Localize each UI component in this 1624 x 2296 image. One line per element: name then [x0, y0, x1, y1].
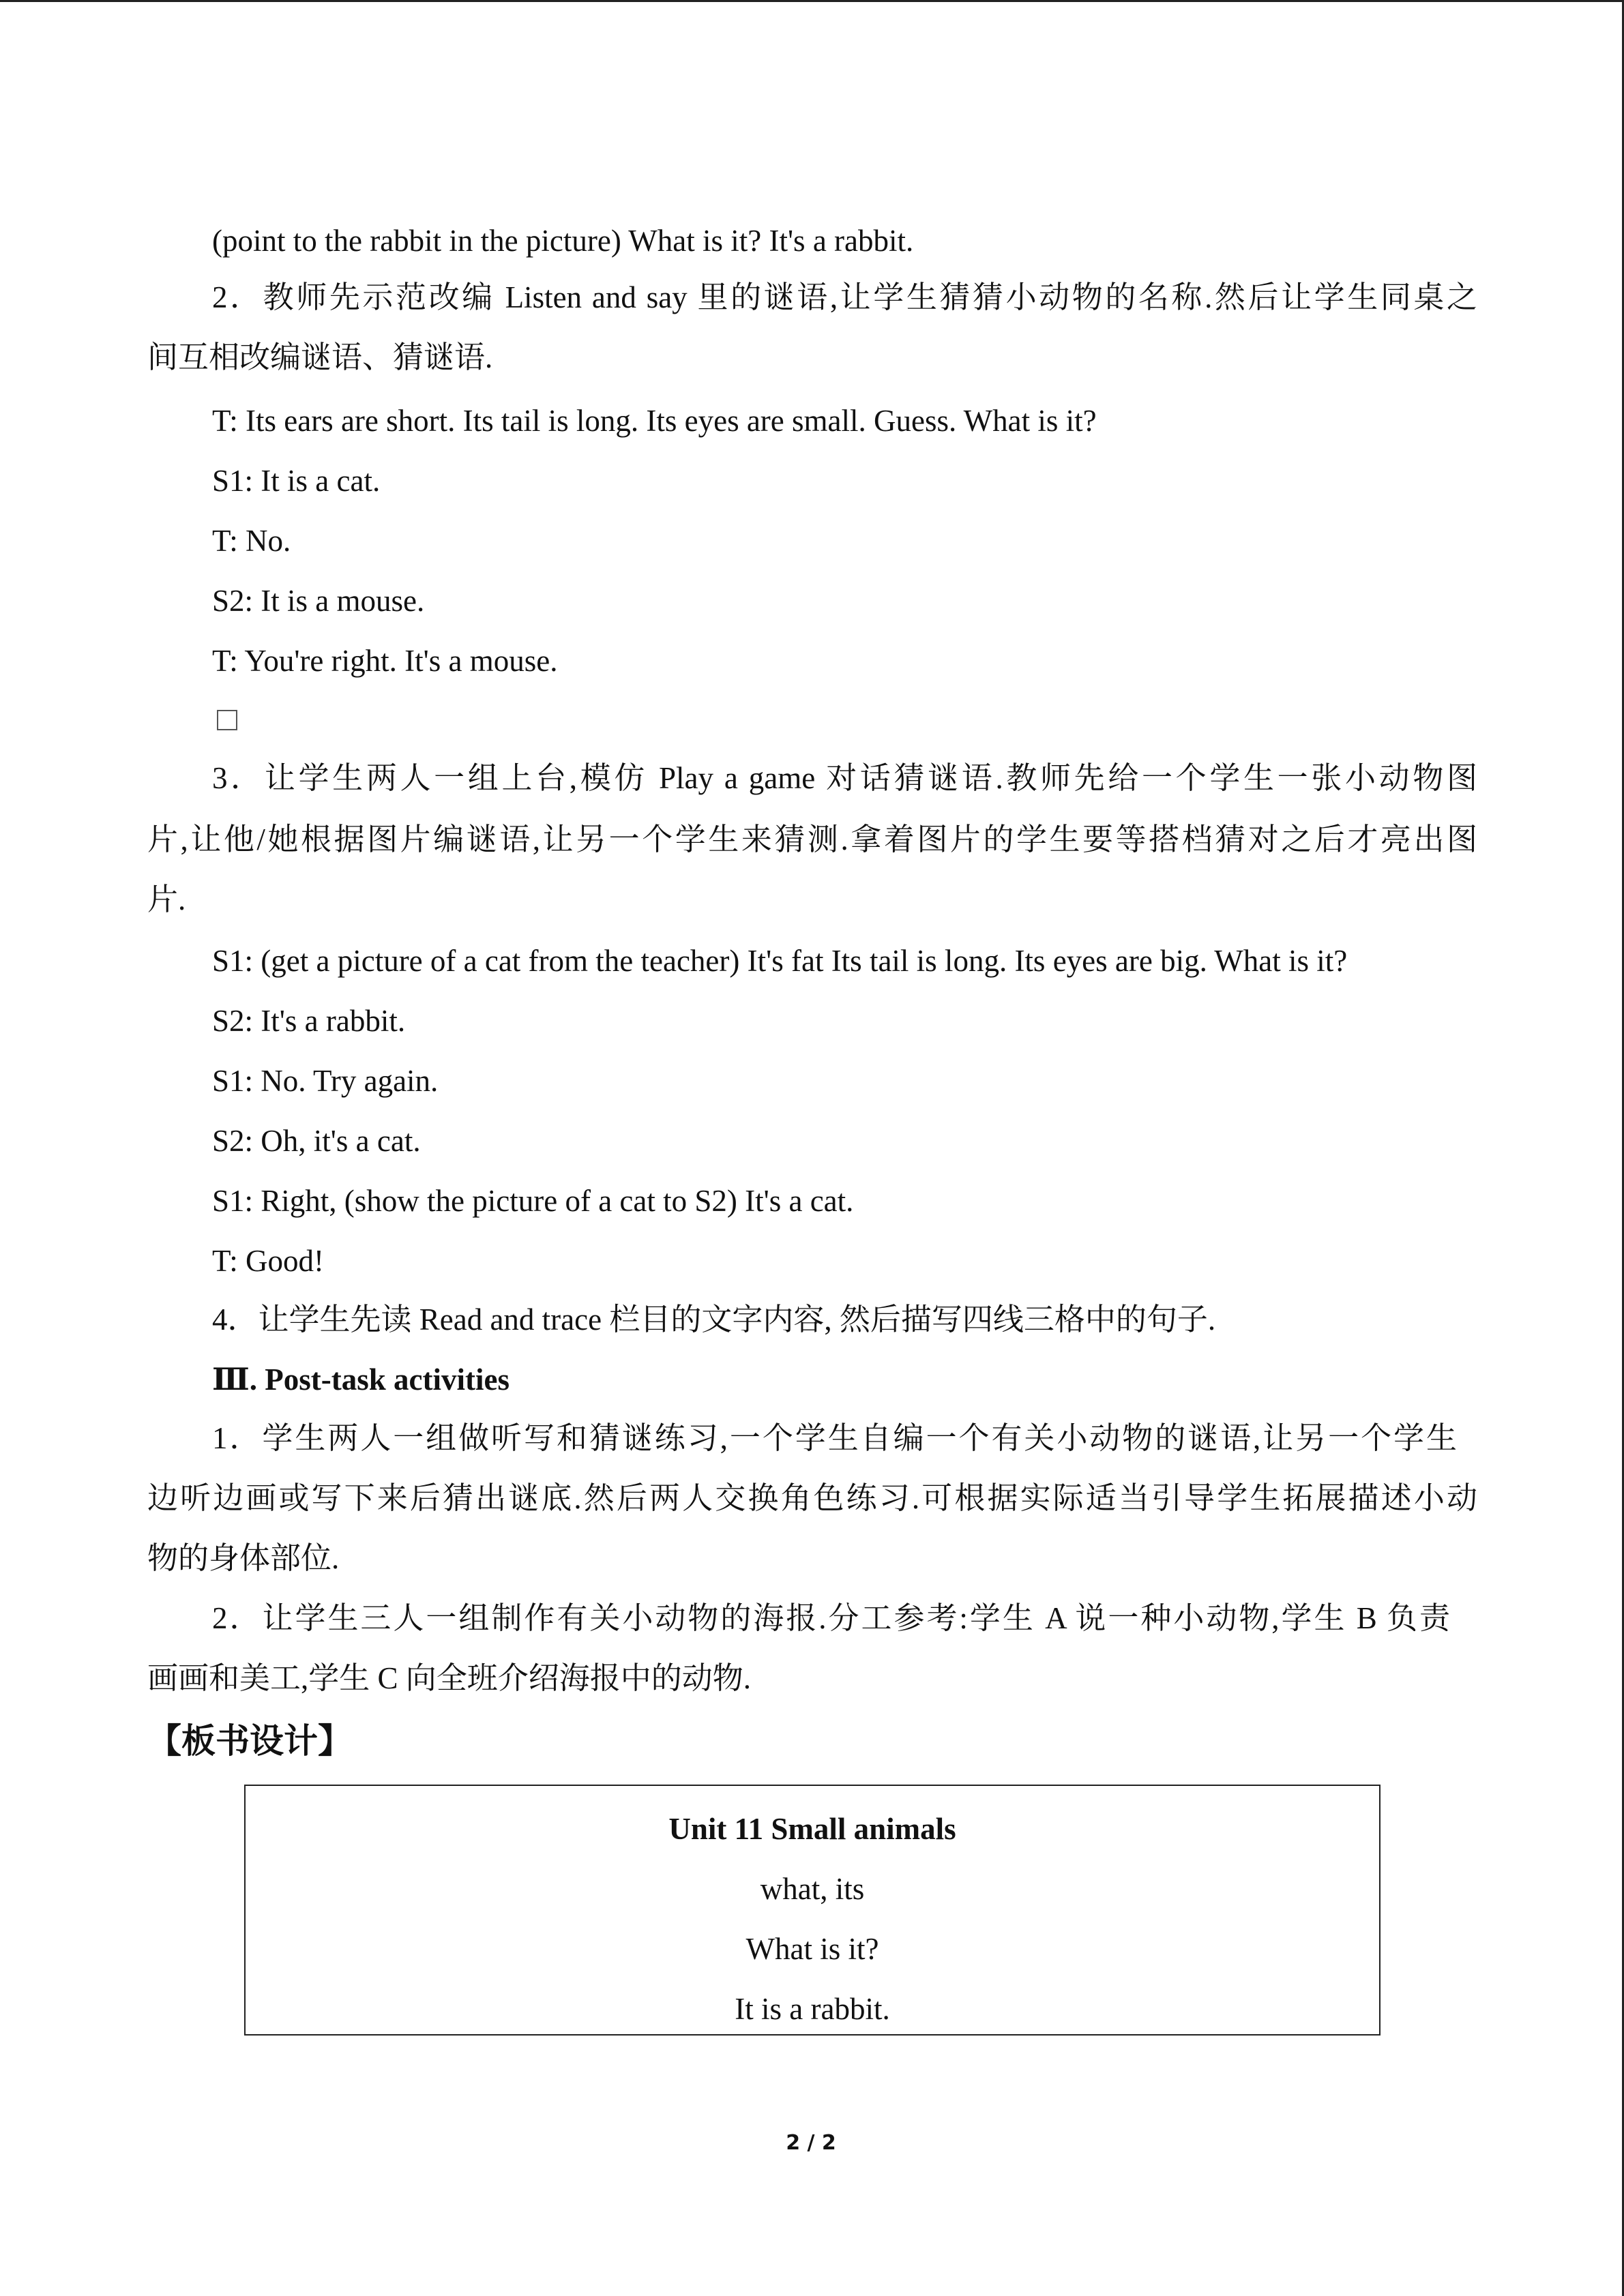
board-line: What is it?	[745, 1932, 879, 1966]
page-number: 2 / 2	[786, 2131, 836, 2155]
text-line: 边听边画或写下来后猜出谜底.然后两人交换角色练习.可根据实际适当引导学生拓展描述小动	[147, 1481, 1477, 1515]
text-line: 4．让学生先读 Read and trace 栏目的文字内容, 然后描写四线三格中的句子.	[212, 1302, 1216, 1337]
text-line: 1．学生两人一组做听写和猜谜练习,一个学生自编一个有关小动物的谜语,让另一个学生	[212, 1421, 1457, 1455]
text-line: 3．让学生两人一组上台,模仿 Play a game 对话猜谜语.教师先给一个学生一张小动物图	[212, 761, 1477, 795]
board-line: what, its	[760, 1872, 865, 1906]
text-line: (point to the rabbit in the picture) What is it? It's a rabbit.	[212, 224, 914, 258]
board-title: Unit 11 Small animals	[668, 1812, 956, 1846]
text-line: S1: (get a picture of a cat from the teacher) It's fat Its tail is long. Its eyes are big. What is it?	[212, 944, 1348, 978]
text-line: S2: It is a mouse.	[212, 584, 425, 618]
text-line: S1: It is a cat.	[212, 464, 381, 498]
text-line: S2: Oh, it's a cat.	[212, 1124, 421, 1158]
text-line: 画画和美工,学生 C 向全班介绍海报中的动物.	[147, 1661, 752, 1695]
text-line: 2．教师先示范改编 Listen and say 里的谜语,让学生猜猜小动物的名称.然后让学生同桌之	[212, 280, 1477, 314]
section-subheading: Ⅲ. Post-task activities	[212, 1362, 510, 1397]
checkbox-glyph	[217, 710, 237, 730]
board-line: It is a rabbit.	[735, 1992, 890, 2026]
text-line: 间互相改编谜语、猜谜语.	[147, 340, 493, 374]
blackboard-design-box	[244, 1785, 1381, 2036]
text-line: 物的身体部位.	[147, 1541, 340, 1575]
text-line: T: Good!	[212, 1244, 324, 1278]
text-line: T: You're right. It's a mouse.	[212, 644, 558, 678]
text-line: S1: No. Try again.	[212, 1064, 439, 1098]
section-heading: 【板书设计】	[147, 1721, 352, 1761]
text-line: S1: Right, (show the picture of a cat to S2) It's a cat.	[212, 1184, 854, 1218]
text-line: 片.	[147, 882, 186, 916]
text-line: S2: It's a rabbit.	[212, 1004, 406, 1038]
text-line: T: Its ears are short. Its tail is long. Its eyes are small. Guess. What is it?	[212, 404, 1097, 438]
text-line: 片,让他/她根据图片编谜语,让另一个学生来猜测.拿着图片的学生要等搭档猜对之后才亮出图	[147, 822, 1477, 856]
text-line: 2．让学生三人一组制作有关小动物的海报.分工参考:学生 A 说一种小动物,学生 B 负责	[212, 1601, 1450, 1635]
text-line: T: No.	[212, 524, 291, 558]
